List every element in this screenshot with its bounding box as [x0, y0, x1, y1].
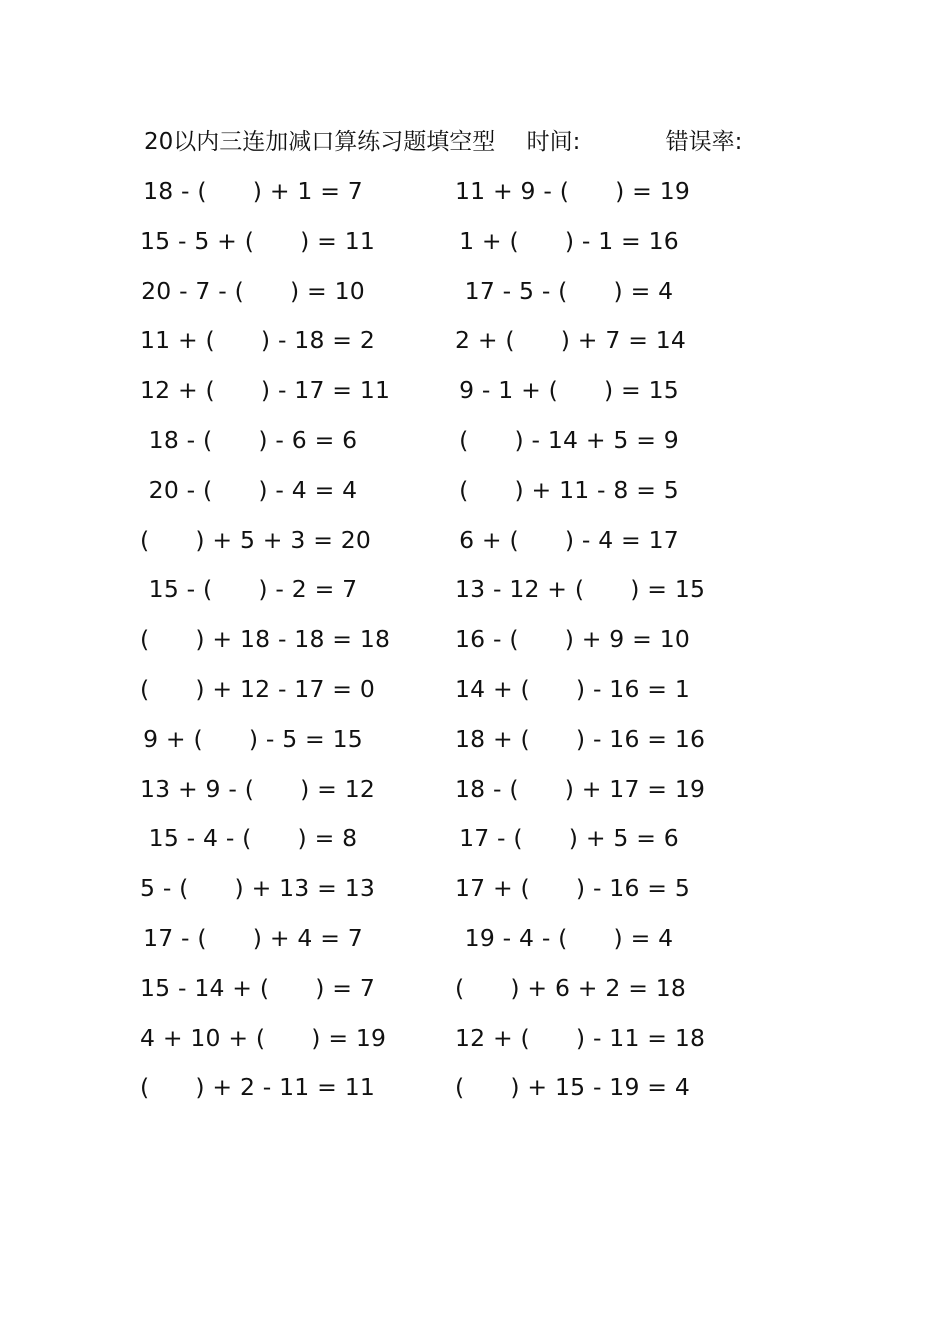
problem-row: 17 - 5 - ( ) = 4 [464, 276, 674, 305]
problem-row: ( ) + 11 - 8 = 5 [459, 475, 679, 504]
problem-row: ( ) + 12 - 17 = 0 [140, 674, 375, 703]
problem-row: 15 - 5 + ( ) = 11 [140, 226, 375, 255]
problem-row: 2 + ( ) + 7 = 14 [455, 326, 687, 355]
problem-row: 5 - ( ) + 13 = 13 [140, 874, 375, 903]
problem-row: 20 - 7 - ( ) = 10 [141, 276, 365, 305]
problem-row: 11 + 9 - ( ) = 19 [455, 177, 690, 205]
problem-row: 1 + ( ) - 1 = 16 [459, 226, 679, 255]
time-label: 时间: [526, 129, 581, 155]
problem-row: 17 + ( ) - 16 = 5 [455, 874, 690, 903]
problem-row: 15 - 14 + ( ) = 7 [140, 973, 375, 1002]
problem-row: 18 - ( ) - 6 = 6 [148, 425, 358, 454]
problem-row: 18 - ( ) + 17 = 19 [455, 774, 706, 803]
problem-row: 16 - ( ) + 9 = 10 [455, 625, 690, 654]
problem-row: 4 + 10 + ( ) = 19 [140, 1023, 387, 1052]
problem-row: 19 - 4 - ( ) = 4 [464, 923, 674, 952]
error-rate-label: 错误率: [665, 129, 743, 155]
problem-row: ( ) + 2 - 11 = 11 [140, 1073, 375, 1102]
right-problem-column [455, 171, 706, 1117]
problem-row: 9 + ( ) - 5 = 15 [143, 724, 363, 753]
problem-row: 20 - ( ) - 4 = 4 [148, 475, 358, 504]
problem-row: 15 - ( ) - 2 = 7 [148, 575, 358, 604]
problem-row: ( ) + 18 - 18 = 18 [140, 625, 391, 654]
problem-row: 12 + ( ) - 11 = 18 [455, 1023, 706, 1052]
problem-row: 17 - ( ) + 4 = 7 [143, 923, 363, 952]
problem-row: 6 + ( ) - 4 = 17 [459, 525, 679, 554]
problem-row: 11 + ( ) - 18 = 2 [140, 326, 375, 355]
problem-row: 17 - ( ) + 5 = 6 [459, 824, 679, 853]
problem-row: 13 + 9 - ( ) = 12 [140, 774, 375, 803]
problem-row: 18 - ( ) + 1 = 7 [143, 177, 363, 205]
problem-row: 14 + ( ) - 16 = 1 [455, 674, 690, 703]
problem-row: 13 - 12 + ( ) = 15 [455, 575, 706, 604]
problem-row: ( ) + 5 + 3 = 20 [140, 525, 372, 554]
problem-row: ( ) + 6 + 2 = 18 [455, 973, 687, 1002]
left-problem-column [140, 171, 391, 1117]
problem-row: ( ) - 14 + 5 = 9 [459, 425, 679, 454]
worksheet-title: 20以内三连加减口算练习题填空型 [144, 129, 496, 155]
problem-row: ( ) + 15 - 19 = 4 [455, 1073, 690, 1102]
problem-row: 18 + ( ) - 16 = 16 [455, 724, 706, 753]
worksheet-header [144, 124, 742, 160]
problem-row: 15 - 4 - ( ) = 8 [148, 824, 358, 853]
problem-row: 9 - 1 + ( ) = 15 [459, 376, 679, 405]
problem-row: 12 + ( ) - 17 = 11 [140, 376, 391, 405]
